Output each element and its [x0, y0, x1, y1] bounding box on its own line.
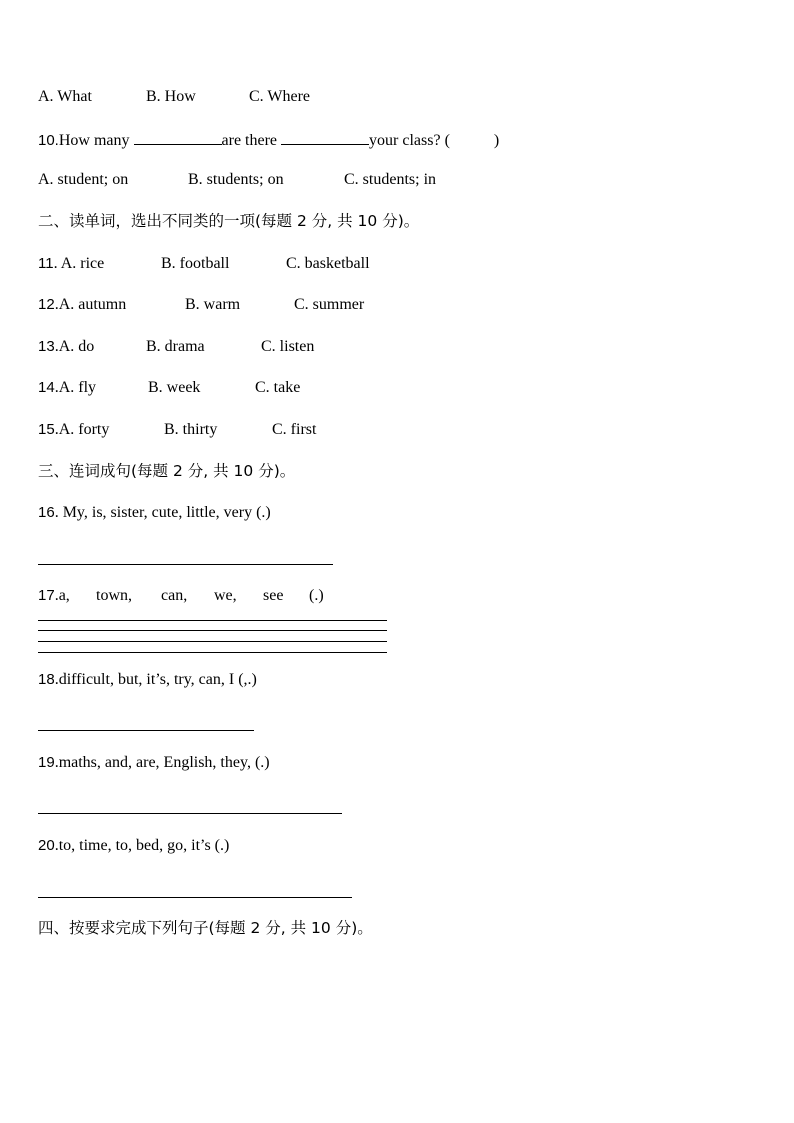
q18-answer-line[interactable]	[38, 730, 254, 731]
q11-option-b: B. football	[161, 255, 230, 272]
q12-option-c: C. summer	[294, 296, 365, 313]
q15-number: 15	[38, 421, 55, 438]
q9-option-a: A. What	[38, 88, 92, 105]
q14-number: 14	[38, 379, 55, 396]
q15-option-a: .A. forty	[54, 421, 110, 438]
q17-word-3: can,	[161, 587, 188, 604]
q16-number: 16	[38, 504, 55, 521]
section3-heading: 三、连词成句(每题 2 分, 共 10 分)。	[38, 462, 296, 480]
q15-option-c: C. first	[272, 421, 317, 438]
q14-option-c: C. take	[255, 379, 301, 396]
q9-option-c: C. Where	[249, 88, 311, 105]
q17-word-2: town,	[96, 587, 132, 604]
q20-answer-line[interactable]	[38, 897, 352, 898]
q17-word-6: (.)	[309, 587, 324, 604]
q13-option-b: B. drama	[146, 338, 205, 355]
q10-text-2: are there	[221, 132, 282, 149]
q10-option-c: C. students; in	[344, 171, 437, 188]
q11-option-a: . A. rice	[53, 255, 105, 272]
q20-question	[38, 836, 229, 856]
q10-number: 10.	[38, 132, 59, 149]
q11-option-c: C. basketball	[286, 255, 370, 272]
q10-option-b: B. students; on	[188, 171, 284, 188]
q17-answer-line-4[interactable]	[38, 652, 387, 653]
q20-number: 20	[38, 837, 55, 854]
q17-answer-line-2[interactable]	[38, 630, 387, 631]
q19-question	[38, 753, 270, 773]
q17-answer-line-3[interactable]	[38, 641, 387, 642]
q12-option-a: .A. autumn	[54, 296, 127, 313]
q13-option-c: C. listen	[261, 338, 315, 355]
q10-question	[38, 129, 499, 151]
q14-option-a: .A. fly	[54, 379, 97, 396]
q17-word-5: see	[263, 587, 284, 604]
q12-number: 12	[38, 296, 55, 313]
q10-text-4: )	[493, 132, 500, 149]
q10-text-3: your class? (	[369, 132, 450, 149]
q18-number: 18	[38, 671, 55, 688]
q16-question	[38, 503, 271, 523]
q17-word-1: .a,	[54, 587, 70, 604]
q9-option-b: B. How	[146, 88, 196, 105]
q20-text: .to, time, to, bed, go, it’s (.)	[54, 837, 230, 854]
q16-text: . My, is, sister, cute, little, very (.)	[54, 504, 271, 521]
q10-option-a: A. student; on	[38, 171, 129, 188]
q11-number: 11	[38, 255, 54, 272]
q18-question	[38, 670, 257, 690]
section4-heading: 四、按要求完成下列句子(每题 2 分, 共 10 分)。	[38, 919, 373, 937]
section2-heading: 二、读单词，选出不同类的一项(每题 2 分, 共 10 分)。	[38, 212, 420, 230]
q17-word-4: we,	[214, 587, 237, 604]
q13-option-a: .A. do	[54, 338, 95, 355]
q10-blank-1[interactable]	[134, 129, 222, 145]
q10-text-1: How many	[58, 132, 134, 149]
q12-option-b: B. warm	[185, 296, 241, 313]
q19-number: 19	[38, 754, 55, 771]
q10-blank-2[interactable]	[281, 129, 369, 145]
q18-text: .difficult, but, it’s, try, can, I (,.)	[54, 671, 257, 688]
q14-option-b: B. week	[148, 379, 201, 396]
q19-answer-line[interactable]	[38, 813, 342, 814]
q17-answer-line-1[interactable]	[38, 620, 387, 621]
q13-number: 13	[38, 338, 55, 355]
q15-option-b: B. thirty	[164, 421, 218, 438]
q17-number: 17	[38, 587, 55, 604]
q19-text: .maths, and, are, English, they, (.)	[54, 754, 270, 771]
q16-answer-line[interactable]	[38, 564, 333, 565]
